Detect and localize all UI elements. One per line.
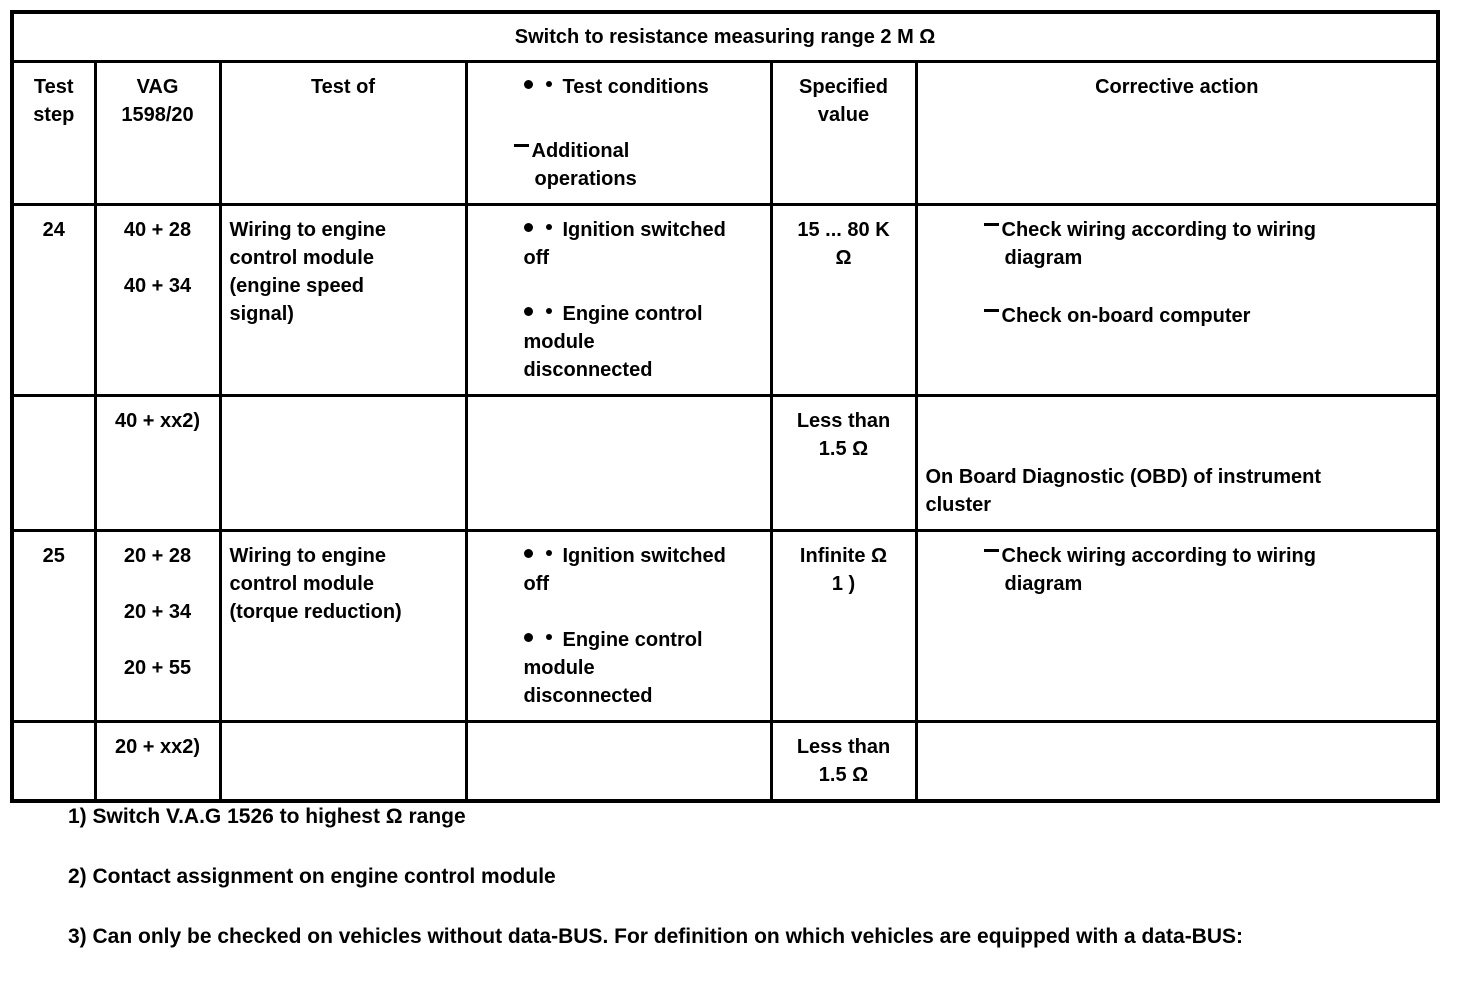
bullet-icon — [546, 634, 552, 640]
footnote-2: 2) Contact assignment on engine control module — [68, 865, 556, 888]
cell-vag: 40 + 28 40 + 34 — [95, 205, 220, 396]
cell-corrective-action — [916, 531, 1438, 722]
cell-vag: 20 + 28 20 + 34 20 + 55 — [95, 531, 220, 722]
cell-test-step: 25 — [12, 531, 95, 722]
header-additional-label: Additional operations — [514, 137, 762, 193]
header-specified-value: Specified value — [771, 62, 916, 205]
bullet-icon — [524, 307, 533, 316]
cell-test-step: 24 — [12, 205, 95, 396]
cell-conditions — [466, 722, 771, 802]
corrective-item: Check on-board computer — [984, 302, 1429, 330]
dash-icon — [514, 144, 529, 147]
footnotes — [68, 803, 1243, 983]
bullet-icon — [524, 633, 533, 642]
table-title: Switch to resistance measuring range 2 M Ω — [12, 12, 1438, 62]
cell-specified-value: Less than 1.5 Ω — [771, 396, 916, 531]
table-row — [12, 722, 1438, 802]
bullet-icon — [546, 224, 552, 230]
table-title-row — [12, 12, 1438, 62]
bullet-icon — [546, 308, 552, 314]
cell-vag: 20 + xx2) — [95, 722, 220, 802]
condition-item: Engine control module disconnected — [523, 629, 703, 707]
corrective-item: Check wiring according to wiring diagram — [984, 216, 1429, 272]
header-conditions-label: Test conditions — [524, 73, 762, 101]
cell-test-of — [220, 722, 466, 802]
cell-corrective-action — [916, 722, 1438, 802]
bullet-icon — [546, 550, 552, 556]
test-procedure-table — [10, 10, 1440, 803]
condition-item: Ignition switched off — [523, 219, 726, 269]
cell-test-of: Wiring to engine control module (torque reduction) — [220, 531, 466, 722]
header-test-of: Test of — [220, 62, 466, 205]
header-vag: VAG 1598/20 — [95, 62, 220, 205]
dash-icon — [984, 223, 999, 226]
cell-conditions — [466, 205, 771, 396]
bullet-icon — [546, 81, 552, 87]
table-row — [12, 396, 1438, 531]
corrective-item: Check wiring according to wiring diagram — [984, 542, 1429, 598]
cell-test-step — [12, 396, 95, 531]
dash-icon — [984, 309, 999, 312]
cell-test-of — [220, 396, 466, 531]
footnote-3: 3) Can only be checked on vehicles without data-BUS. For definition on which vehicles are equipped with a data-BUS: — [68, 925, 1244, 948]
dash-icon — [984, 549, 999, 552]
condition-item: Engine control module disconnected — [523, 303, 703, 381]
footnote-1: 1) Switch V.A.G 1526 to highest Ω range — [68, 805, 466, 828]
cell-specified-value: Less than 1.5 Ω — [771, 722, 916, 802]
header-corrective-action: Corrective action — [916, 62, 1438, 205]
header-conditions — [466, 62, 771, 205]
table-row — [12, 531, 1438, 722]
cell-specified-value: 15 ... 80 K Ω — [771, 205, 916, 396]
cell-conditions — [466, 396, 771, 531]
cell-test-step — [12, 722, 95, 802]
bullet-icon — [524, 223, 533, 232]
table-row — [12, 205, 1438, 396]
cell-corrective-action — [916, 205, 1438, 396]
cell-test-of: Wiring to engine control module (engine speed signal) — [220, 205, 466, 396]
table-header-row — [12, 62, 1438, 205]
obd-note: On Board Diagnostic (OBD) of instrument cluster — [925, 466, 1322, 516]
cell-corrective-action — [916, 396, 1438, 531]
condition-item: Ignition switched off — [523, 545, 726, 595]
cell-specified-value: Infinite Ω 1 ) — [771, 531, 916, 722]
bullet-icon — [524, 80, 533, 89]
cell-conditions — [466, 531, 771, 722]
cell-vag: 40 + xx2) — [95, 396, 220, 531]
bullet-icon — [524, 549, 533, 558]
header-test-step: Test step — [12, 62, 95, 205]
